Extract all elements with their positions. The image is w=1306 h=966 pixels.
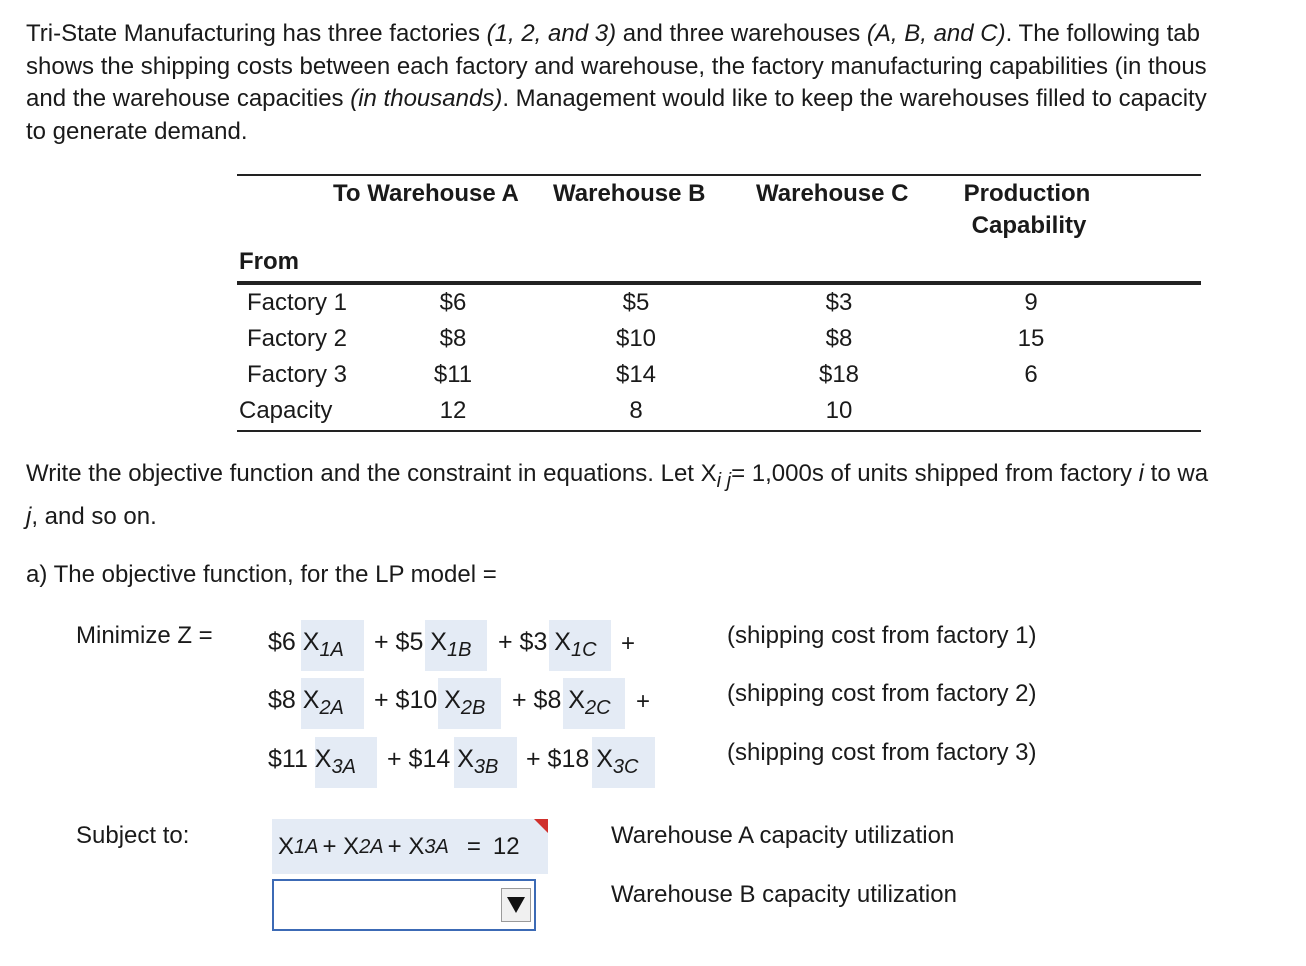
- dropdown-button[interactable]: [501, 888, 531, 922]
- capacity-b: 8: [629, 397, 643, 424]
- intro-line: shows the shipping costs between each factory and warehouse, the factory manufacturing capabilities (in thous: [26, 52, 1207, 80]
- term-3c: + $18 $X_{3C}$: [526, 745, 639, 778]
- term-2c: + $8 $X_{2C}$: [512, 686, 611, 719]
- capability-3: 6: [1024, 361, 1038, 388]
- row-label-capacity: Capacity: [239, 397, 333, 424]
- capability-1: 9: [1024, 289, 1038, 316]
- row-label-factory-1: Factory 1: [247, 289, 348, 316]
- minimize-label: Minimize Z =: [76, 622, 213, 649]
- header-production: Production: [963, 180, 1091, 207]
- term-2a: $8 $X_{2A}$: [268, 686, 344, 719]
- capacity-c: 10: [825, 397, 853, 424]
- plus-sign: +: [621, 630, 636, 657]
- constraint-warehouse-b-dropdown[interactable]: [272, 879, 536, 931]
- cost-2a: $8: [439, 325, 467, 352]
- row-label-factory-3: Factory 3: [247, 361, 348, 388]
- cost-3a: $11: [433, 361, 473, 388]
- instructions-line-2: j, and so on.: [26, 503, 157, 530]
- triangle-down-icon: [507, 897, 525, 913]
- cost-3c: $18: [818, 361, 860, 388]
- row-label-factory-2: Factory 2: [247, 325, 348, 352]
- capability-2: 15: [1017, 325, 1045, 352]
- header-capability: Capability: [971, 212, 1087, 239]
- note-warehouse-a: Warehouse A capacity utilization: [611, 822, 955, 849]
- header-warehouse-a: To Warehouse A: [333, 180, 519, 207]
- table-rule-mid: [237, 281, 1201, 285]
- header-from: From: [239, 248, 299, 275]
- intro-line: Tri-State Manufacturing has three factories (1, 2, and 3) and three warehouses (A, B, and C). The following tab: [26, 20, 1200, 47]
- term-3a: $11 $X_{3A}$: [268, 745, 356, 778]
- cost-1a: $6: [439, 289, 467, 316]
- subject-to-label: Subject to:: [76, 822, 190, 849]
- header-warehouse-c: Warehouse C: [756, 180, 909, 207]
- header-warehouse-b: Warehouse B: [553, 180, 706, 207]
- term-1b: + $5 $X_{1B}$: [374, 628, 472, 661]
- intro-line: to generate demand.: [26, 117, 248, 145]
- constraint-warehouse-a[interactable]: X 1A + X 2A + X 3A = 12: [272, 819, 548, 874]
- cost-1b: $5: [622, 289, 650, 316]
- cost-2c: $8: [825, 325, 853, 352]
- term-1a: $6 $X_{1A}$: [268, 628, 344, 661]
- plus-sign: +: [636, 688, 651, 715]
- question-a: a) The objective function, for the LP model =: [26, 561, 497, 588]
- table-rule-top: [237, 174, 1201, 176]
- comment-flag-icon: [534, 819, 548, 833]
- note-factory-2: (shipping cost from factory 2): [727, 680, 1037, 707]
- term-3b: + $14 $X_{3B}$: [387, 745, 499, 778]
- term-2b: + $10 $X_{2B}$: [374, 686, 486, 719]
- note-factory-1: (shipping cost from factory 1): [727, 622, 1037, 649]
- term-1c: + $3 $X_{1C}$: [498, 628, 597, 661]
- shipping-cost-table: [237, 174, 1201, 432]
- cost-2b: $10: [615, 325, 657, 352]
- instructions-line-1: Write the objective function and the constraint in equations. Let $X_{i j}= 1,000s$ of units shipped from factory i to wa: [26, 460, 1209, 492]
- cost-1c: $3: [825, 289, 853, 316]
- cost-3b: $14: [615, 361, 657, 388]
- note-factory-3: (shipping cost from factory 3): [727, 739, 1037, 766]
- intro-line: and the warehouse capacities (in thousands). Management would like to keep the warehouses filled to capacity: [26, 85, 1207, 112]
- table-rule-bottom: [237, 430, 1201, 432]
- capacity-a: 12: [439, 397, 467, 424]
- note-warehouse-b: Warehouse B capacity utilization: [611, 881, 957, 908]
- intro-paragraph: [26, 18, 1306, 148]
